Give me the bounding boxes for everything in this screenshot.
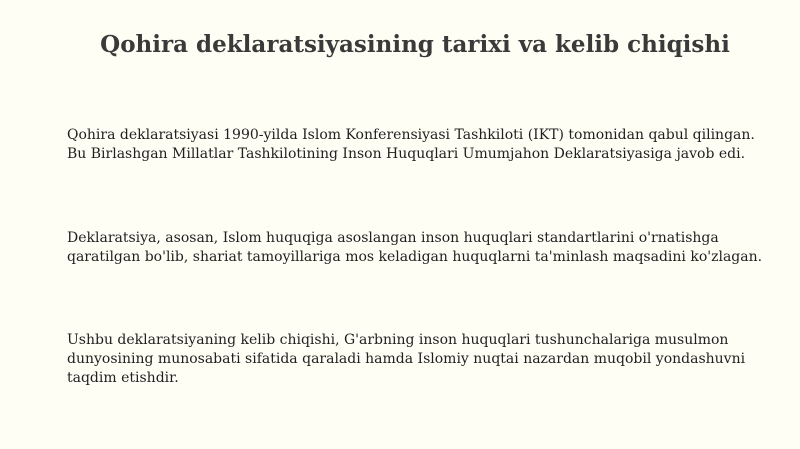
paragraph-context: Ushbu deklaratsiyaning kelib chiqishi, G'arbning inson huquqlari tushunchalariga musulmon dunyosining munosabati sifatida qaraladi hamda Islomiy nuqtai nazardan muqobil yondashuvni taqdim etishdir. xyxy=(67,332,746,386)
paragraph-purpose: Deklaratsiya, asosan, Islom huquqiga asoslangan inson huquqlari standartlarini o'rnatishga qaratilgan bo'lib, shariat tamoyillariga mos keladigan huquqlarni ta'minlash maqsadini ko'zlagan. xyxy=(67,230,763,265)
slide-title: Qohira deklaratsiyasining tarixi va kelib chiqishi xyxy=(100,31,730,58)
paragraph-origin: Qohira deklaratsiyasi 1990-yilda Islom Konferensiyasi Tashkiloti (IKT) tomonidan qabul qilingan. Bu Birlashgan Millatlar Tashkilotining Inson Huquqlari Umumjahon Deklaratsiyasiga javob edi. xyxy=(67,127,755,162)
